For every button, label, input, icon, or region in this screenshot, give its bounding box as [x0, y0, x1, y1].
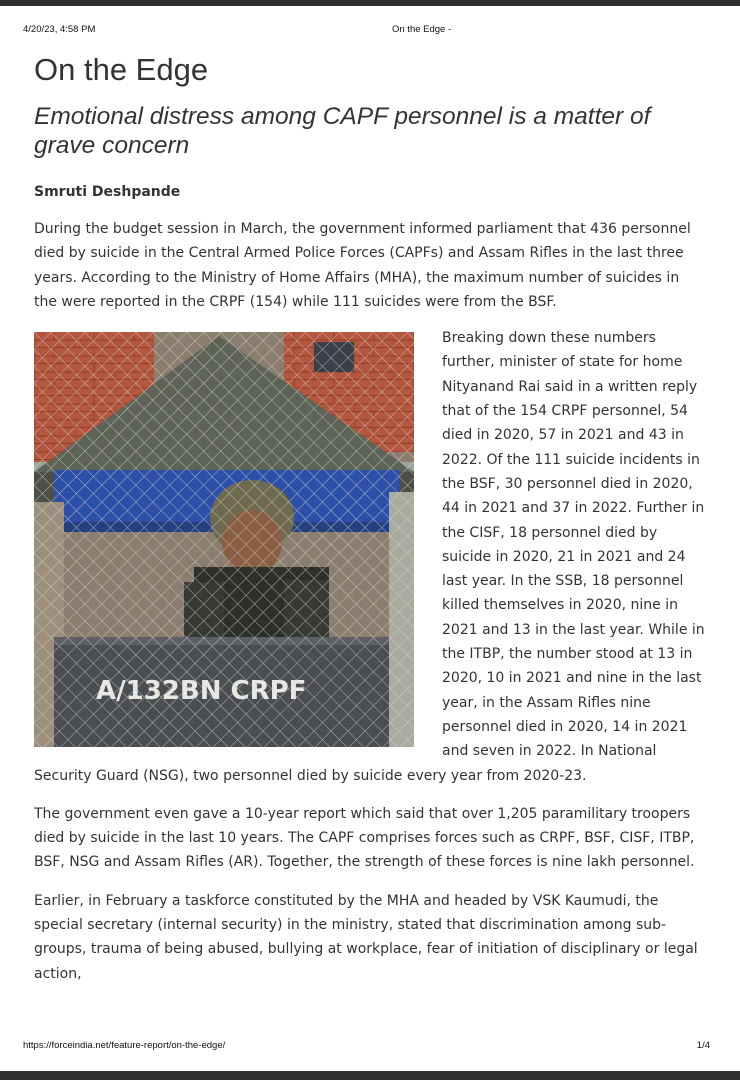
article-paragraph-4: Earlier, in February a taskforce constituted by the MHA and headed by VSK Kaumudi, the special secretary (internal security) in the ministry, stated that discrimination among sub-groups, trauma of being abused, bullying at workplace, fear of initiation of disciplinary or legal action, [34, 892, 698, 982]
print-footer [23, 1040, 710, 1054]
article-title: On the Edge [34, 52, 209, 87]
article-paragraph-2: Breaking down these numbers further, minister of state for home Nityanand Rai said in a written reply that of the 154 CRPF personnel, 54 died in 2020, 57 in 2021 and 43 in 2022. Of the 111 suicide incidents in the BSF, 30 personnel died in 2020, 44 in 2021 and 37 in 2022. Further in the CISF, 18 personnel died by suicide in 2020, 21 in 2021 and 24 last year. In the SSB, 18 personnel killed themselves in 2020, nine in 2021 and 13 in the last year. While in the ITBP, the number stood at 13 in 2020, 10 in 2021 and nine in the last year, in the Assam Rifles nine personnel died in 2020, 14 in 2021 and seven in 2022. In National Security Guard (NSG), two personnel died by suicide every year from 2020-23. [34, 330, 705, 784]
article-subtitle: Emotional distress among CAPF personnel is a matter of grave concern [34, 103, 651, 159]
article-author: Smruti Deshpande [34, 184, 181, 200]
article-paragraph-1: During the budget session in March, the government informed parliament that 436 personnel died by suicide in the Central Armed Police Forces (CAPFs) and Assam Rifles in the last three years. According to the Ministry of Home Affairs (MHA), the maximum number of suicides in the were reported in the CRPF (154) while 111 suicides were from the BSF. [34, 221, 691, 310]
print-page-number: 1/4 [696, 1040, 710, 1051]
print-url: https://forceindia.net/feature-report/on-the-edge/ [23, 1040, 226, 1051]
article [34, 52, 706, 986]
article-photo [34, 332, 414, 747]
article-paragraph-2-block [34, 326, 706, 788]
article-paragraph-3: The government even gave a 10-year report which said that over 1,205 paramilitary troopers died by suicide in the last 10 years. The CAPF comprises forces such as CRPF, BSF, CISF, ITBP, BSF, NSG and Assam Rifles (AR). Together, the strength of these forces is nine lakh personnel. [34, 805, 695, 871]
print-page-title: On the Edge - [392, 24, 452, 35]
bottom-frame-bar [0, 1071, 740, 1080]
crpf-bunker-photo [34, 332, 414, 747]
print-header [23, 24, 710, 38]
print-date: 4/20/23, 4:58 PM [23, 24, 96, 35]
top-frame-bar [0, 0, 740, 6]
